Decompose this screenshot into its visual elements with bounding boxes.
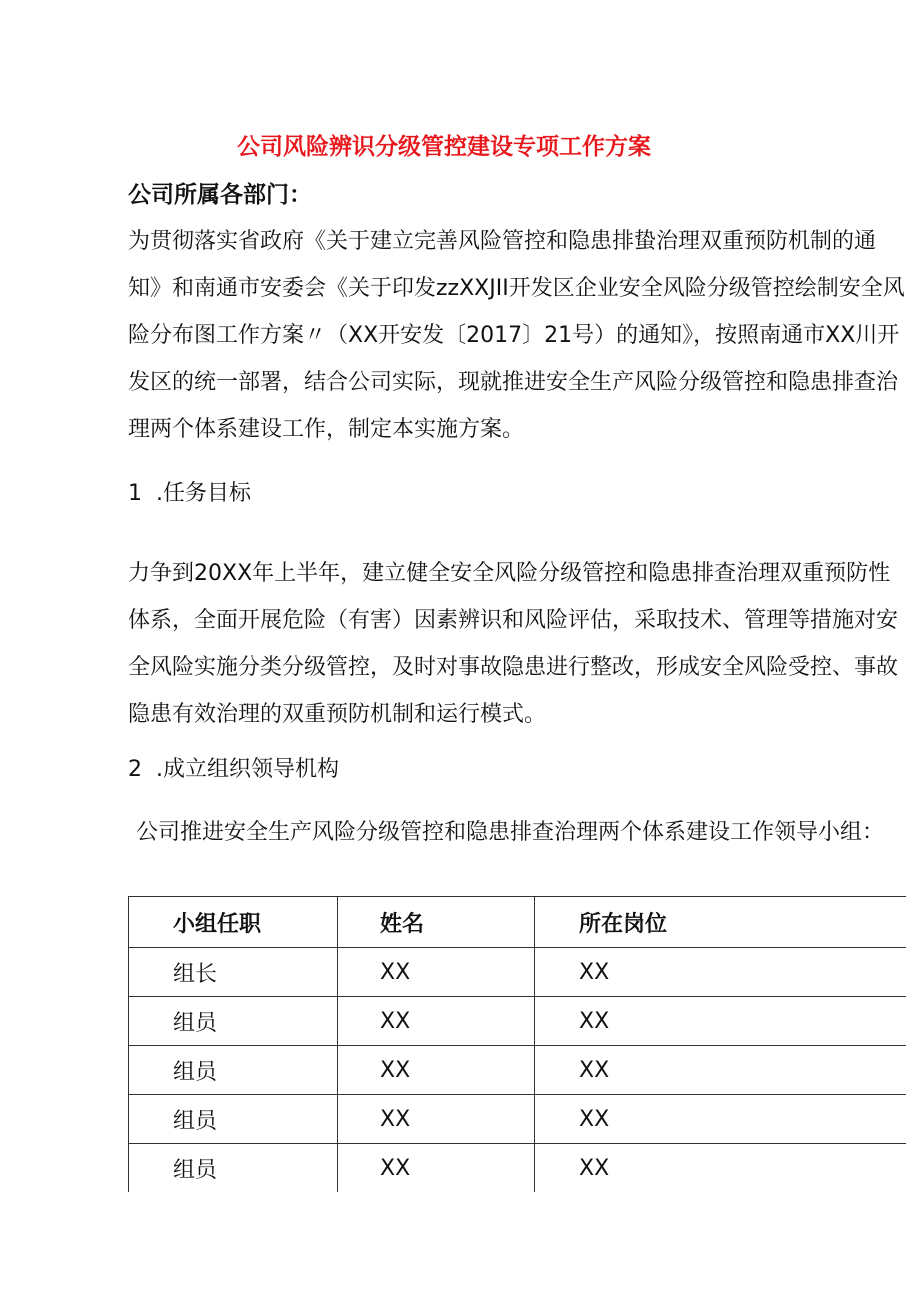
header-role: 小组任职	[129, 897, 338, 948]
cell-role: 组员	[129, 1144, 338, 1193]
cell-name: XX	[338, 1046, 535, 1095]
cell-name: XX	[338, 948, 535, 997]
cell-role: 组员	[129, 1095, 338, 1144]
cell-position: XX	[535, 948, 907, 997]
table-row	[129, 997, 907, 1046]
header-name: 姓名	[338, 897, 535, 948]
section-1-heading: 1 .任务目标	[128, 481, 251, 506]
section-1-body: 力争到20XX年上半年，建立健全安全风险分级管控和隐患排查治理双重预防性体系，全面开展危险（有害）因素辨识和风险评估，采取技术、管理等措施对安全风险实施分类分级管控，及时对事故隐患进行整改，形成安全风险受控、事故隐患有效治理的双重预防机制和运行模式。	[128, 561, 899, 727]
table-row	[129, 1144, 907, 1193]
table-row	[129, 1095, 907, 1144]
salutation: 公司所属各部门：	[128, 182, 312, 208]
cell-position: XX	[535, 1046, 907, 1095]
leadership-table	[128, 896, 906, 1192]
cell-role: 组长	[129, 948, 338, 997]
cell-position: XX	[535, 997, 907, 1046]
cell-position: XX	[535, 1095, 907, 1144]
table-row	[129, 948, 907, 997]
cell-name: XX	[338, 997, 535, 1046]
cell-name: XX	[338, 1095, 535, 1144]
cell-position: XX	[535, 1144, 907, 1193]
section-2-heading: 2 .成立组织领导机构	[128, 757, 339, 782]
intro-paragraph: 为贯彻落实省政府《关于建立完善风险管控和隐患排蛰治理双重预防机制的通知》和南通市安委会《关于印发zzXXJII开发区企业安全风险分级管控绘制安全风险分布图工作方案〃（XX开安发〔2017〕21号）的通知》，按照南通市XX川开发区的统一部署，结合公司实际，现就推进安全生产风险分级管控和隐患排查治理两个体系建设工作，制定本实施方案。	[128, 229, 905, 442]
header-position: 所在岗位	[535, 897, 907, 948]
document-title: 公司风险辨识分级管控建设专项工作方案	[237, 134, 651, 160]
section-2-body: 公司推进安全生产风险分级管控和隐患排查治理两个体系建设工作领导小组：	[136, 820, 885, 845]
cell-role: 组员	[129, 1046, 338, 1095]
table-header-row	[129, 897, 907, 948]
table-row	[129, 1046, 907, 1095]
cell-role: 组员	[129, 997, 338, 1046]
cell-name: XX	[338, 1144, 535, 1193]
